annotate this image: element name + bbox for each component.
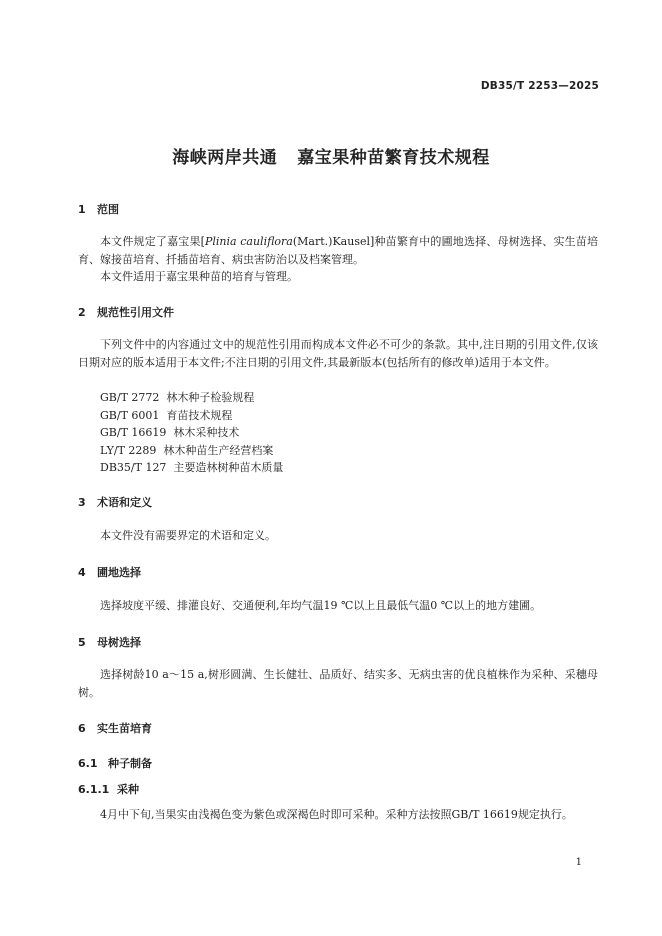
reference-item: GB/T 6001 育苗技术规程 [100,408,233,422]
document-title [0,143,662,168]
section-number: 6 [78,722,86,735]
section-3-heading [78,494,152,510]
page-number: 1 [575,857,582,868]
section-title: 范围 [97,203,119,216]
section-number: 3 [78,496,86,509]
mother-tree-paragraph: 选择树龄10 a～15 a,树形圆满、生长健壮、品质好、结实多、无病虫害的优良植株作为采种、采穗母树。 [78,668,598,699]
section-6-1-heading [78,755,152,771]
section-4-heading [78,564,141,580]
section-5-heading [78,634,141,650]
references-intro: 下列文件中的内容通过文中的规范性引用而构成本文件必不可少的条款。其中,注日期的引用文件,仅该日期对应的版本适用于本文件;不注日期的引用文件,其最新版本(包括所有的修改单)适用于本文件。 [78,338,598,369]
scope-paragraph: 本文件规定了嘉宝果[Plinia cauliflora(Mart.)Kausel]种苗繁育中的圃地选择、母树选择、实生苗培育、嫁接苗培育、扦插苗培育、病虫害防治以及档案管理。 [78,235,598,266]
reference-item: GB/T 16619 林木采种技术 [100,426,240,439]
section-6-1-1-heading [78,781,139,797]
section-number: 6.1 [78,757,98,770]
seed-collection-paragraph: 4月中下旬,当果实由浅褐色变为紫色或深褐色时即可采种。采种方法按照GB/T 16619规定执行。 [100,808,573,821]
section-title: 圃地选择 [97,566,141,579]
section-title: 种子制备 [108,757,152,770]
title-part2: 嘉宝果种苗繁育技术规程 [297,148,490,168]
section-3-body [78,527,598,545]
section-2-body [78,336,598,371]
section-title: 规范性引用文件 [97,306,174,319]
reference-item: LY/T 2289 林木种苗生产经营档案 [100,443,274,457]
reference-item: GB/T 2772 林木种子检验规程 [100,391,255,404]
terms-paragraph: 本文件没有需要界定的术语和定义。 [100,529,276,542]
section-5-body [78,666,598,701]
reference-item: DB35/T 127 主要造林树种苗木质量 [100,461,284,474]
nursery-site-paragraph: 选择坡度平缓、排灌良好、交通便利,年均气温19 ℃以上且最低气温0 ℃以上的地方建圃。 [100,599,542,612]
section-number: 6.1.1 [78,783,110,796]
section-number: 1 [78,203,86,216]
section-number: 2 [78,306,86,319]
section-6-heading [78,720,152,736]
section-1-body [78,233,598,286]
section-number: 4 [78,566,86,579]
section-number: 5 [78,636,86,649]
section-title: 采种 [117,783,139,796]
section-title: 母树选择 [97,636,141,649]
latin-name: Plinia cauliflora [204,235,293,248]
section-1-heading [78,201,119,217]
reference-list [100,389,283,477]
section-2-heading [78,304,174,320]
standard-number: DB35/T 2253—2025 [480,80,599,92]
section-title: 实生苗培育 [97,722,152,735]
section-4-body [78,597,598,615]
title-part1: 海峡两岸共通 [172,148,278,168]
applicability-paragraph: 本文件适用于嘉宝果种苗的培育与管理。 [100,270,298,283]
section-title: 术语和定义 [97,496,152,509]
section-6-1-1-body [78,806,598,824]
